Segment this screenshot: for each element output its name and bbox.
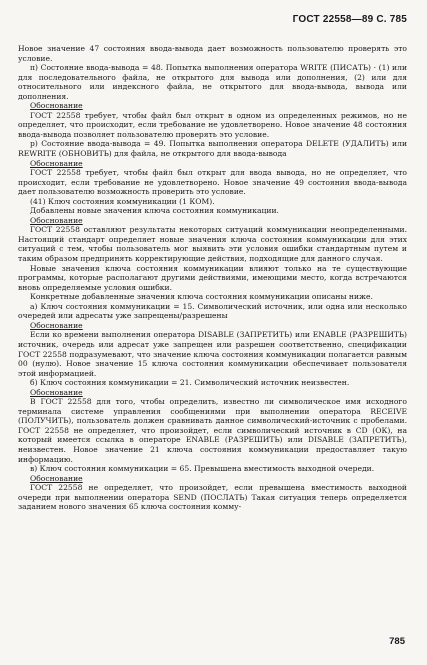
item-a: а) Ключ состояния коммуникации = 15. Символический источник, или одна или несколько очередей или адресаты уже запрещены/разрешены xyxy=(18,301,407,321)
paragraph: Новое значение 47 состояния ввода-вывода дает возможность пользователю проверять это условие. xyxy=(18,44,407,63)
item-p: п) Состояние ввода-вывода = 48. Попытка выполнения оператора WRITE (ПИСАТЬ) · (1) или для последовательного файла, не открытого для вывода или дополнения, (2) или для относительного или индексного файла, не открытого для ввода-вывода, вывода или дополнения. xyxy=(18,63,407,101)
justification-heading: Обоснование xyxy=(30,158,83,168)
item-b: б) Ключ состояния коммуникации = 21. Символический источник неизвестен. xyxy=(30,378,350,388)
body-text xyxy=(18,44,407,512)
paragraph: ГОСТ 22558 требует, чтобы файл был открыт для ввода вывода, но не определяет, что происходит, если требование не удовлетворено. Новое значение 49 состояния ввода-вывода дает пользователю возможность проверить это условие. xyxy=(18,168,407,197)
paragraph: Добавлены новые значения ключа состояния коммуникации. xyxy=(30,206,279,216)
justification-heading: Обоснование xyxy=(30,101,83,111)
item-r: р) Состояние ввода-вывода = 49. Попытка выполнения оператора DELETE (УДАЛИТЬ) или REWRITE (ОБНОВИТЬ) для файла, не открытого для ввода-вывода xyxy=(18,139,407,159)
paragraph: ГОСТ 22558 не определяет, что произойдет, если превышена вместимость выходной очереди при выполнении оператора SEND (ПОСЛАТЬ) Такая ситуация теперь определяется заданием нового значения 65 ключа состояния комму- xyxy=(18,483,407,512)
paragraph: ГОСТ 22558 требует, чтобы файл был открыт в одном из определенных режимов, но не определяет, что происходит, если требование не удовлетворено. Новое значение 48 состояния ввода-вывода позволяет пользователю проверять это условие. xyxy=(18,110,407,139)
justification-heading: Обоснование xyxy=(30,387,83,397)
paragraph: В ГОСТ 22558 для того, чтобы определить, известно ли символическое имя исходного терминала системе управления сообщениями при выполнении оператора RECEIVE (ПОЛУЧИТЬ), пользователь должен сравнивать данное символический-источник с пробелами. ГОСТ 22558 не определяет, что произойдет, если символический источник в CD (ОК), на который имеется ссылка в операторе ENABLE (РАЗРЕШИТЬ) или DISABLE (ЗАПРЕТИТЬ), неизвестен. Новое значение 21 ключа состояния коммуникации предоставляет такую информацию. xyxy=(18,397,407,464)
justification-heading: Обоснование xyxy=(30,215,83,225)
page-number: 785 xyxy=(389,636,405,647)
paragraph: ГОСТ 22558 оставляют результаты некоторых ситуаций коммуникации неопределенными. Настоящий стандарт определяет новые значения ключа состояния коммуникации для этих ситуаций с тем, чтобы пользователь мог выявить эти условия ошибки стандартным путем и таким образом предпринять корректирующие действия, подходящие для данного случая. xyxy=(18,225,407,264)
justification-heading: Обоснование xyxy=(30,320,83,330)
paragraph: Если ко времени выполнения оператора DISABLE (ЗАПРЕТИТЬ) или ENABLE (РАЗРЕШИТЬ) источник, очередь или адресат уже запрещен или разрешен соответственно, спецификации ГОСТ 22558 подразумевают, что значение ключа состояния коммуникации полагается равным 00 (нулю). Новое значение 15 ключа состояния коммуникации обеспечивает пользователя этой информацией. xyxy=(18,330,407,378)
running-header: ГОСТ 22558—89 С. 785 xyxy=(292,14,407,25)
paragraph: Конкретные добавленные значения ключа состояния коммуникации описаны ниже. xyxy=(30,292,373,302)
item-v: в) Ключ состояния коммуникации = 65. Превышена вместимость выходной очереди. xyxy=(30,464,375,474)
section-41-heading: (41) Ключ состояния коммуникации (1 КОМ). xyxy=(30,196,215,206)
justification-heading: Обоснование xyxy=(30,473,83,483)
paragraph: Новые значения ключа состояния коммуникации влияют только на те существующие программы, которые располагают другими действиями, имеющими место, когда встречаются вновь определяемые условия ошибки. xyxy=(18,263,407,292)
